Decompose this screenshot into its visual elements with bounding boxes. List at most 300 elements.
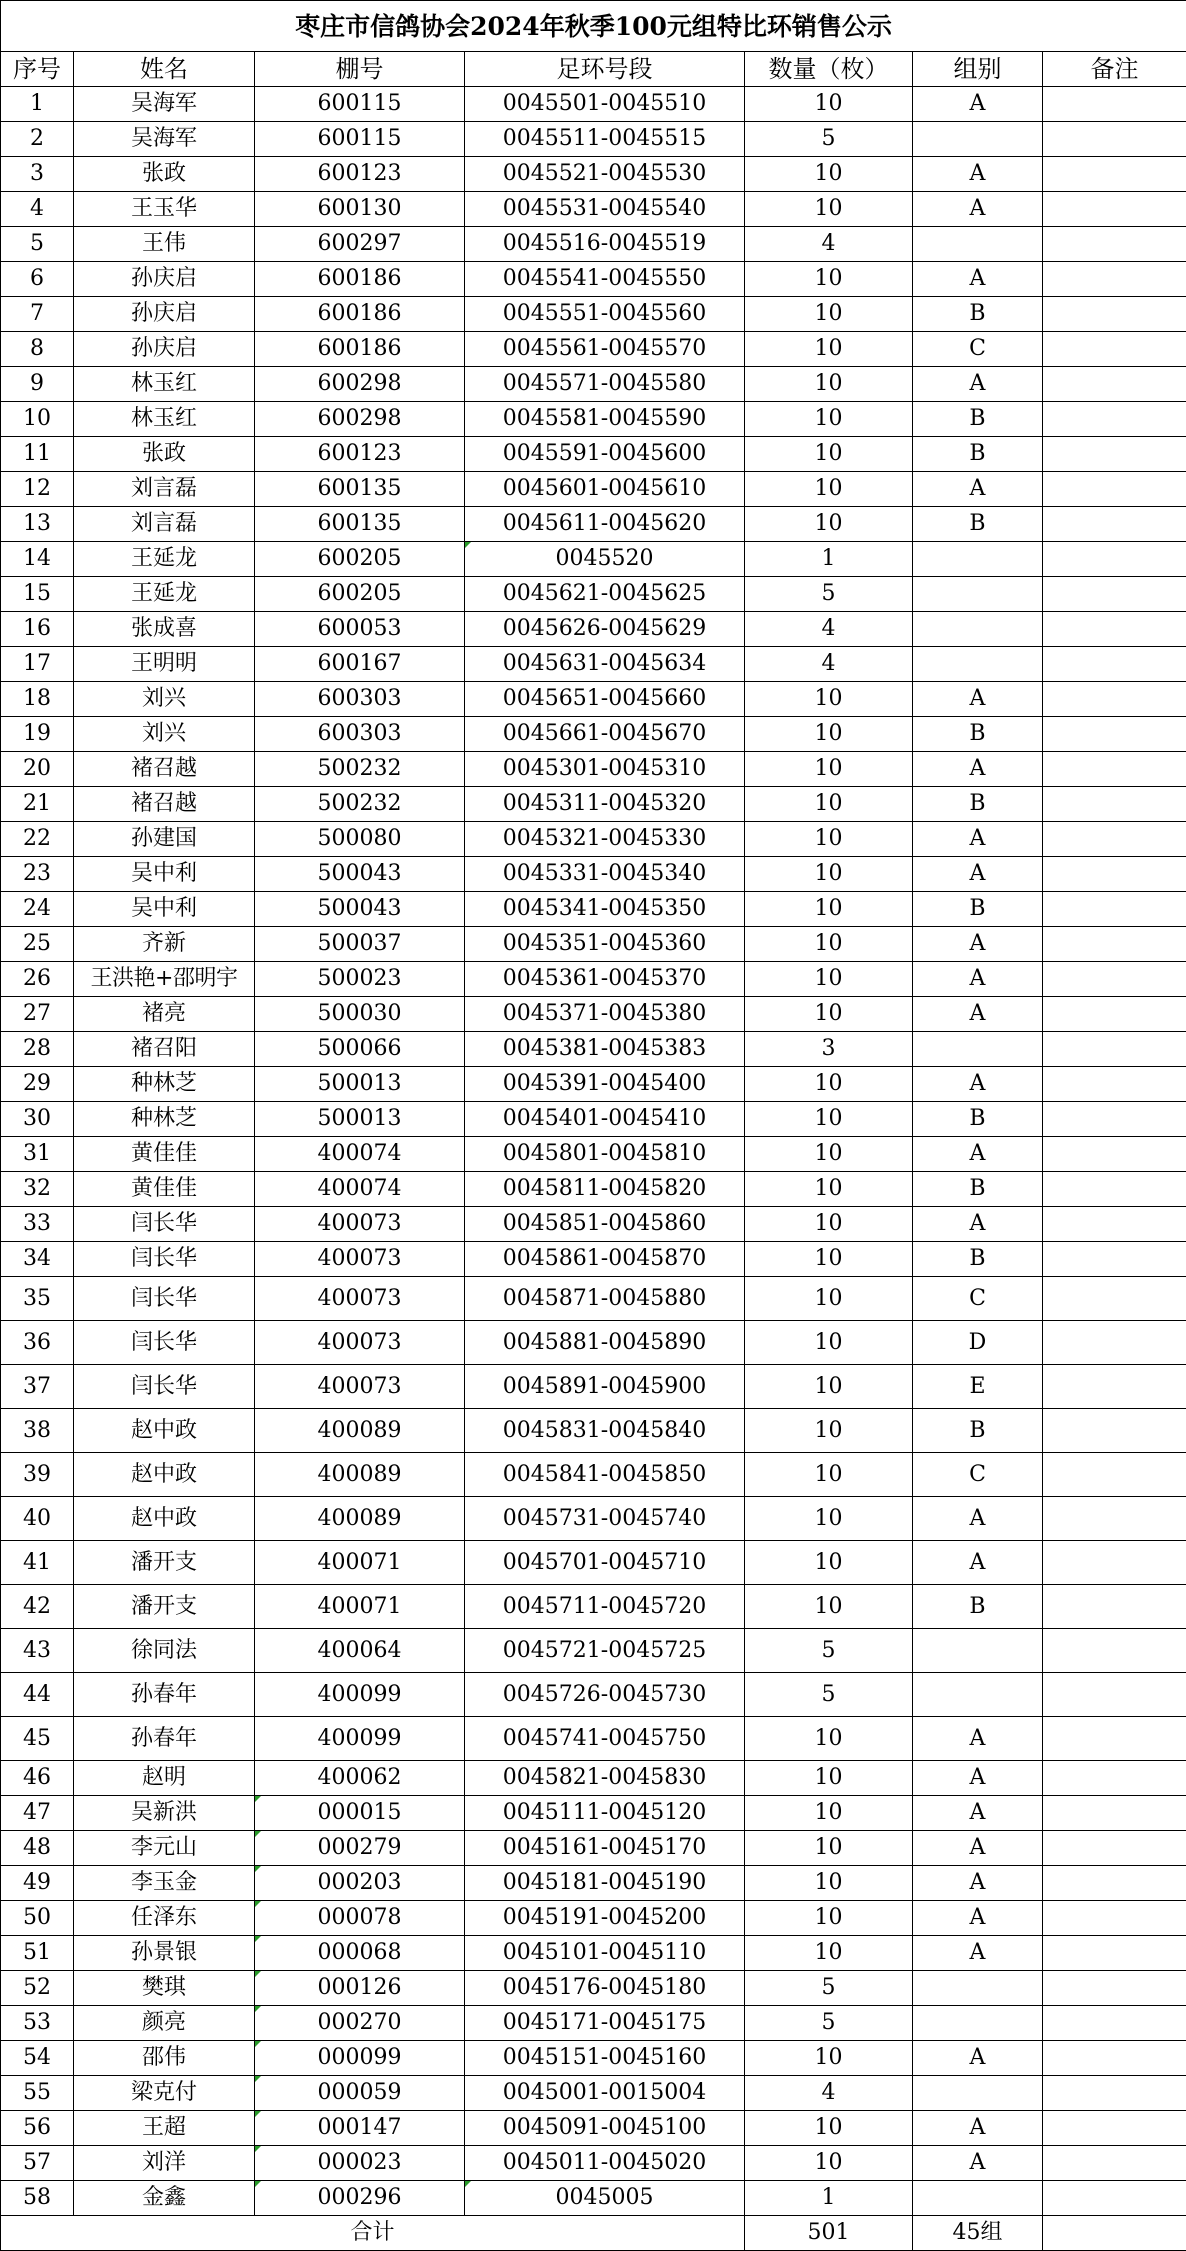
row-number: 20 [1, 752, 74, 787]
ring-range: 0045621-0045625 [465, 577, 745, 612]
member-name: 李元山 [74, 1831, 255, 1866]
ring-range: 0045851-0045860 [465, 1207, 745, 1242]
table-row [1, 1102, 1186, 1137]
ring-quantity: 10 [745, 857, 913, 892]
member-name: 徐同法 [74, 1629, 255, 1673]
row-number: 12 [1, 472, 74, 507]
column-header-ring-range: 足环号段 [465, 52, 745, 87]
loft-number: 600298 [255, 367, 465, 402]
loft-number: 400073 [255, 1207, 465, 1242]
note-cell [1043, 1453, 1186, 1497]
ring-quantity: 10 [745, 1796, 913, 1831]
row-number: 2 [1, 122, 74, 157]
ring-quantity: 4 [745, 612, 913, 647]
group-label: A [913, 1831, 1043, 1866]
note-cell [1043, 1673, 1186, 1717]
row-number: 10 [1, 402, 74, 437]
ring-quantity: 4 [745, 647, 913, 682]
row-number: 21 [1, 787, 74, 822]
table-row [1, 892, 1186, 927]
table-row [1, 2041, 1186, 2076]
note-cell [1043, 1277, 1186, 1321]
group-label: B [913, 297, 1043, 332]
table-row [1, 192, 1186, 227]
loft-number: 600205 [255, 577, 465, 612]
member-name: 刘兴 [74, 717, 255, 752]
row-number: 1 [1, 87, 74, 122]
ring-quantity: 10 [745, 1761, 913, 1796]
row-number: 54 [1, 2041, 74, 2076]
ring-quantity: 10 [745, 787, 913, 822]
loft-number: 000099 [255, 2041, 465, 2076]
table-row [1, 822, 1186, 857]
ring-range: 0045661-0045670 [465, 717, 745, 752]
ring-quantity: 10 [745, 1172, 913, 1207]
group-label: A [913, 472, 1043, 507]
ring-range: 0045561-0045570 [465, 332, 745, 367]
row-number: 5 [1, 227, 74, 262]
ring-quantity: 10 [745, 682, 913, 717]
member-name: 闫长华 [74, 1242, 255, 1277]
ring-quantity: 10 [745, 1497, 913, 1541]
ring-range: 0045801-0045810 [465, 1137, 745, 1172]
group-label: A [913, 262, 1043, 297]
ring-quantity: 10 [745, 1137, 913, 1172]
table-row [1, 962, 1186, 997]
note-cell [1043, 1541, 1186, 1585]
row-number: 44 [1, 1673, 74, 1717]
loft-number: 000270 [255, 2006, 465, 2041]
ring-range: 0045171-0045175 [465, 2006, 745, 2041]
loft-number: 600303 [255, 717, 465, 752]
ring-range: 0045091-0045100 [465, 2111, 745, 2146]
ring-quantity: 1 [745, 542, 913, 577]
ring-quantity: 5 [745, 1673, 913, 1717]
loft-number: 000296 [255, 2181, 465, 2216]
table-row [1, 1207, 1186, 1242]
ring-quantity: 10 [745, 1866, 913, 1901]
table-row [1, 1067, 1186, 1102]
loft-number: 600298 [255, 402, 465, 437]
table-row [1, 297, 1186, 332]
group-label [913, 122, 1043, 157]
group-label [913, 1629, 1043, 1673]
ring-range: 0045811-0045820 [465, 1172, 745, 1207]
row-number: 49 [1, 1866, 74, 1901]
member-name: 张政 [74, 157, 255, 192]
row-number: 17 [1, 647, 74, 682]
row-number: 42 [1, 1585, 74, 1629]
note-cell [1043, 1321, 1186, 1365]
row-number: 13 [1, 507, 74, 542]
ring-range: 0045611-0045620 [465, 507, 745, 542]
ring-quantity: 5 [745, 122, 913, 157]
group-label: A [913, 1901, 1043, 1936]
column-header-name: 姓名 [74, 52, 255, 87]
loft-number: 400073 [255, 1242, 465, 1277]
member-name: 樊琪 [74, 1971, 255, 2006]
loft-number: 000126 [255, 1971, 465, 2006]
loft-number: 400062 [255, 1761, 465, 1796]
note-cell [1043, 1497, 1186, 1541]
table-row [1, 997, 1186, 1032]
member-name: 吴海军 [74, 122, 255, 157]
member-name: 褚召越 [74, 752, 255, 787]
ring-quantity: 10 [745, 402, 913, 437]
total-groups: 45组 [913, 2216, 1043, 2251]
row-number: 16 [1, 612, 74, 647]
note-cell [1043, 2076, 1186, 2111]
member-name: 吴新洪 [74, 1796, 255, 1831]
ring-range: 0045541-0045550 [465, 262, 745, 297]
member-name: 赵明 [74, 1761, 255, 1796]
ring-range: 0045181-0045190 [465, 1866, 745, 1901]
table-row [1, 1365, 1186, 1409]
ring-quantity: 10 [745, 752, 913, 787]
table-row [1, 1629, 1186, 1673]
row-number: 51 [1, 1936, 74, 1971]
note-cell [1043, 927, 1186, 962]
ring-range: 0045701-0045710 [465, 1541, 745, 1585]
ring-range: 0045741-0045750 [465, 1717, 745, 1761]
group-label: A [913, 367, 1043, 402]
note-cell [1043, 612, 1186, 647]
column-header-no: 序号 [1, 52, 74, 87]
ring-quantity: 10 [745, 1453, 913, 1497]
member-name: 王伟 [74, 227, 255, 262]
ring-range: 0045501-0045510 [465, 87, 745, 122]
note-cell [1043, 192, 1186, 227]
note-cell [1043, 332, 1186, 367]
note-cell [1043, 1901, 1186, 1936]
table-row [1, 507, 1186, 542]
note-cell [1043, 2041, 1186, 2076]
row-number: 38 [1, 1409, 74, 1453]
table-row [1, 647, 1186, 682]
member-name: 刘洋 [74, 2146, 255, 2181]
group-label: C [913, 1453, 1043, 1497]
member-name: 任泽东 [74, 1901, 255, 1936]
row-number: 50 [1, 1901, 74, 1936]
group-label: B [913, 507, 1043, 542]
group-label: A [913, 1717, 1043, 1761]
loft-number: 500023 [255, 962, 465, 997]
member-name: 种林芝 [74, 1067, 255, 1102]
group-label: A [913, 1207, 1043, 1242]
member-name: 黄佳佳 [74, 1137, 255, 1172]
loft-number: 500043 [255, 857, 465, 892]
note-cell [1043, 1796, 1186, 1831]
ring-quantity: 10 [745, 1936, 913, 1971]
ring-range: 0045001-0015004 [465, 2076, 745, 2111]
ring-quantity: 10 [745, 437, 913, 472]
note-cell [1043, 262, 1186, 297]
ring-range: 0045005 [465, 2181, 745, 2216]
member-name: 赵中政 [74, 1497, 255, 1541]
member-name: 闫长华 [74, 1207, 255, 1242]
member-name: 潘开支 [74, 1541, 255, 1585]
loft-number: 600303 [255, 682, 465, 717]
total-label: 合计 [1, 2216, 745, 2251]
group-label: A [913, 192, 1043, 227]
column-header-loft: 棚号 [255, 52, 465, 87]
ring-range: 0045101-0045110 [465, 1936, 745, 1971]
ring-range: 0045601-0045610 [465, 472, 745, 507]
row-number: 39 [1, 1453, 74, 1497]
row-number: 19 [1, 717, 74, 752]
table-row [1, 577, 1186, 612]
note-cell [1043, 542, 1186, 577]
ring-quantity: 10 [745, 262, 913, 297]
note-cell [1043, 2181, 1186, 2216]
member-name: 王延龙 [74, 542, 255, 577]
group-label [913, 2181, 1043, 2216]
member-name: 刘言磊 [74, 472, 255, 507]
group-label: A [913, 1067, 1043, 1102]
row-number: 31 [1, 1137, 74, 1172]
loft-number: 500066 [255, 1032, 465, 1067]
ring-range: 0045391-0045400 [465, 1067, 745, 1102]
group-label: A [913, 962, 1043, 997]
table-row [1, 682, 1186, 717]
ring-quantity: 10 [745, 1321, 913, 1365]
table-row [1, 927, 1186, 962]
row-number: 46 [1, 1761, 74, 1796]
group-label: B [913, 437, 1043, 472]
note-cell [1043, 402, 1186, 437]
note-cell [1043, 297, 1186, 332]
group-label: B [913, 787, 1043, 822]
ring-quantity: 10 [745, 332, 913, 367]
note-cell [1043, 2146, 1186, 2181]
row-number: 25 [1, 927, 74, 962]
table-row [1, 2111, 1186, 2146]
row-number: 53 [1, 2006, 74, 2041]
ring-quantity: 10 [745, 1365, 913, 1409]
table-row [1, 1541, 1186, 1585]
loft-number: 000023 [255, 2146, 465, 2181]
group-label: B [913, 1585, 1043, 1629]
note-cell [1043, 752, 1186, 787]
ring-range: 0045176-0045180 [465, 1971, 745, 2006]
member-name: 闫长华 [74, 1277, 255, 1321]
member-name: 孙庆启 [74, 262, 255, 297]
group-label: B [913, 717, 1043, 752]
member-name: 孙景银 [74, 1936, 255, 1971]
ring-quantity: 10 [745, 297, 913, 332]
member-name: 潘开支 [74, 1585, 255, 1629]
ring-range: 0045841-0045850 [465, 1453, 745, 1497]
ring-range: 0045651-0045660 [465, 682, 745, 717]
note-cell [1043, 1971, 1186, 2006]
table-row [1, 1971, 1186, 2006]
group-label [913, 1673, 1043, 1717]
group-label: E [913, 1365, 1043, 1409]
ring-range: 0045891-0045900 [465, 1365, 745, 1409]
loft-number: 400073 [255, 1321, 465, 1365]
row-number: 48 [1, 1831, 74, 1866]
group-label: B [913, 892, 1043, 927]
ring-quantity: 5 [745, 1629, 913, 1673]
note-cell [1043, 717, 1186, 752]
row-number: 11 [1, 437, 74, 472]
member-name: 刘兴 [74, 682, 255, 717]
note-cell [1043, 577, 1186, 612]
note-cell [1043, 1365, 1186, 1409]
table-row [1, 472, 1186, 507]
group-label: A [913, 822, 1043, 857]
group-label: B [913, 1242, 1043, 1277]
loft-number: 500232 [255, 787, 465, 822]
ring-range: 0045626-0045629 [465, 612, 745, 647]
table-row [1, 262, 1186, 297]
row-number: 37 [1, 1365, 74, 1409]
loft-number: 000147 [255, 2111, 465, 2146]
member-name: 刘言磊 [74, 507, 255, 542]
group-label [913, 1032, 1043, 1067]
group-label: A [913, 752, 1043, 787]
loft-number: 500013 [255, 1102, 465, 1137]
note-cell [1043, 787, 1186, 822]
member-name: 孙建国 [74, 822, 255, 857]
ring-range: 0045151-0045160 [465, 2041, 745, 2076]
total-quantity: 501 [745, 2216, 913, 2251]
column-header-group: 组别 [913, 52, 1043, 87]
note-cell [1043, 1831, 1186, 1866]
row-number: 8 [1, 332, 74, 367]
member-name: 孙庆启 [74, 297, 255, 332]
table-row [1, 2181, 1186, 2216]
page-title: 枣庄市信鸽协会2024年秋季100元组特比环销售公示 [1, 1, 1186, 52]
row-number: 36 [1, 1321, 74, 1365]
group-label: A [913, 1541, 1043, 1585]
loft-number: 600167 [255, 647, 465, 682]
table-row [1, 612, 1186, 647]
note-cell [1043, 1761, 1186, 1796]
note-cell [1043, 1067, 1186, 1102]
member-name: 林玉红 [74, 367, 255, 402]
ring-range: 0045861-0045870 [465, 1242, 745, 1277]
group-label: A [913, 857, 1043, 892]
note-cell [1043, 857, 1186, 892]
member-name: 颜亮 [74, 2006, 255, 2041]
ring-quantity: 10 [745, 892, 913, 927]
ring-range: 0045731-0045740 [465, 1497, 745, 1541]
group-label: B [913, 1102, 1043, 1137]
row-number: 43 [1, 1629, 74, 1673]
table-row [1, 1032, 1186, 1067]
member-name: 孙春年 [74, 1673, 255, 1717]
note-cell [1043, 2006, 1186, 2041]
member-name: 王超 [74, 2111, 255, 2146]
loft-number: 600135 [255, 507, 465, 542]
loft-number: 400089 [255, 1453, 465, 1497]
table-row [1, 2076, 1186, 2111]
group-label: B [913, 1409, 1043, 1453]
group-label: C [913, 332, 1043, 367]
ring-quantity: 5 [745, 2006, 913, 2041]
row-number: 56 [1, 2111, 74, 2146]
row-number: 4 [1, 192, 74, 227]
ring-range: 0045726-0045730 [465, 1673, 745, 1717]
loft-number: 400064 [255, 1629, 465, 1673]
group-label [913, 647, 1043, 682]
loft-number: 600135 [255, 472, 465, 507]
loft-number: 400074 [255, 1137, 465, 1172]
member-name: 孙春年 [74, 1717, 255, 1761]
note-cell [1043, 507, 1186, 542]
loft-number: 000015 [255, 1796, 465, 1831]
row-number: 58 [1, 2181, 74, 2216]
note-cell [1043, 1172, 1186, 1207]
note-cell [1043, 997, 1186, 1032]
row-number: 40 [1, 1497, 74, 1541]
ring-range: 0045321-0045330 [465, 822, 745, 857]
table-row [1, 1585, 1186, 1629]
ring-range: 0045401-0045410 [465, 1102, 745, 1137]
loft-number: 000279 [255, 1831, 465, 1866]
row-number: 47 [1, 1796, 74, 1831]
member-name: 李玉金 [74, 1866, 255, 1901]
group-label [913, 2006, 1043, 2041]
group-label: A [913, 1761, 1043, 1796]
note-cell [1043, 1102, 1186, 1137]
ring-range: 0045581-0045590 [465, 402, 745, 437]
note-cell [1043, 1409, 1186, 1453]
ring-quantity: 4 [745, 2076, 913, 2111]
ring-quantity: 5 [745, 577, 913, 612]
loft-number: 500080 [255, 822, 465, 857]
table-row [1, 227, 1186, 262]
ring-quantity: 10 [745, 1277, 913, 1321]
loft-number: 600186 [255, 297, 465, 332]
member-name: 金鑫 [74, 2181, 255, 2216]
member-name: 张政 [74, 437, 255, 472]
ring-quantity: 10 [745, 472, 913, 507]
ring-quantity: 10 [745, 2041, 913, 2076]
loft-number: 500043 [255, 892, 465, 927]
ring-range: 0045191-0045200 [465, 1901, 745, 1936]
row-number: 33 [1, 1207, 74, 1242]
loft-number: 500232 [255, 752, 465, 787]
ring-quantity: 10 [745, 157, 913, 192]
ring-quantity: 10 [745, 1585, 913, 1629]
loft-number: 400099 [255, 1717, 465, 1761]
row-number: 7 [1, 297, 74, 332]
row-number: 15 [1, 577, 74, 612]
ring-range: 0045341-0045350 [465, 892, 745, 927]
ring-range: 0045301-0045310 [465, 752, 745, 787]
ring-quantity: 3 [745, 1032, 913, 1067]
table-row [1, 1866, 1186, 1901]
note-cell [1043, 2111, 1186, 2146]
table-row [1, 402, 1186, 437]
group-label: A [913, 1497, 1043, 1541]
member-name: 闫长华 [74, 1321, 255, 1365]
note-cell [1043, 1137, 1186, 1172]
loft-number: 600123 [255, 157, 465, 192]
loft-number: 600205 [255, 542, 465, 577]
table-row [1, 787, 1186, 822]
table-row [1, 1761, 1186, 1796]
member-name: 吴中利 [74, 892, 255, 927]
note-cell [1043, 962, 1186, 997]
loft-number: 000059 [255, 2076, 465, 2111]
loft-number: 600130 [255, 192, 465, 227]
table-row [1, 857, 1186, 892]
ring-quantity: 10 [745, 997, 913, 1032]
row-number: 57 [1, 2146, 74, 2181]
